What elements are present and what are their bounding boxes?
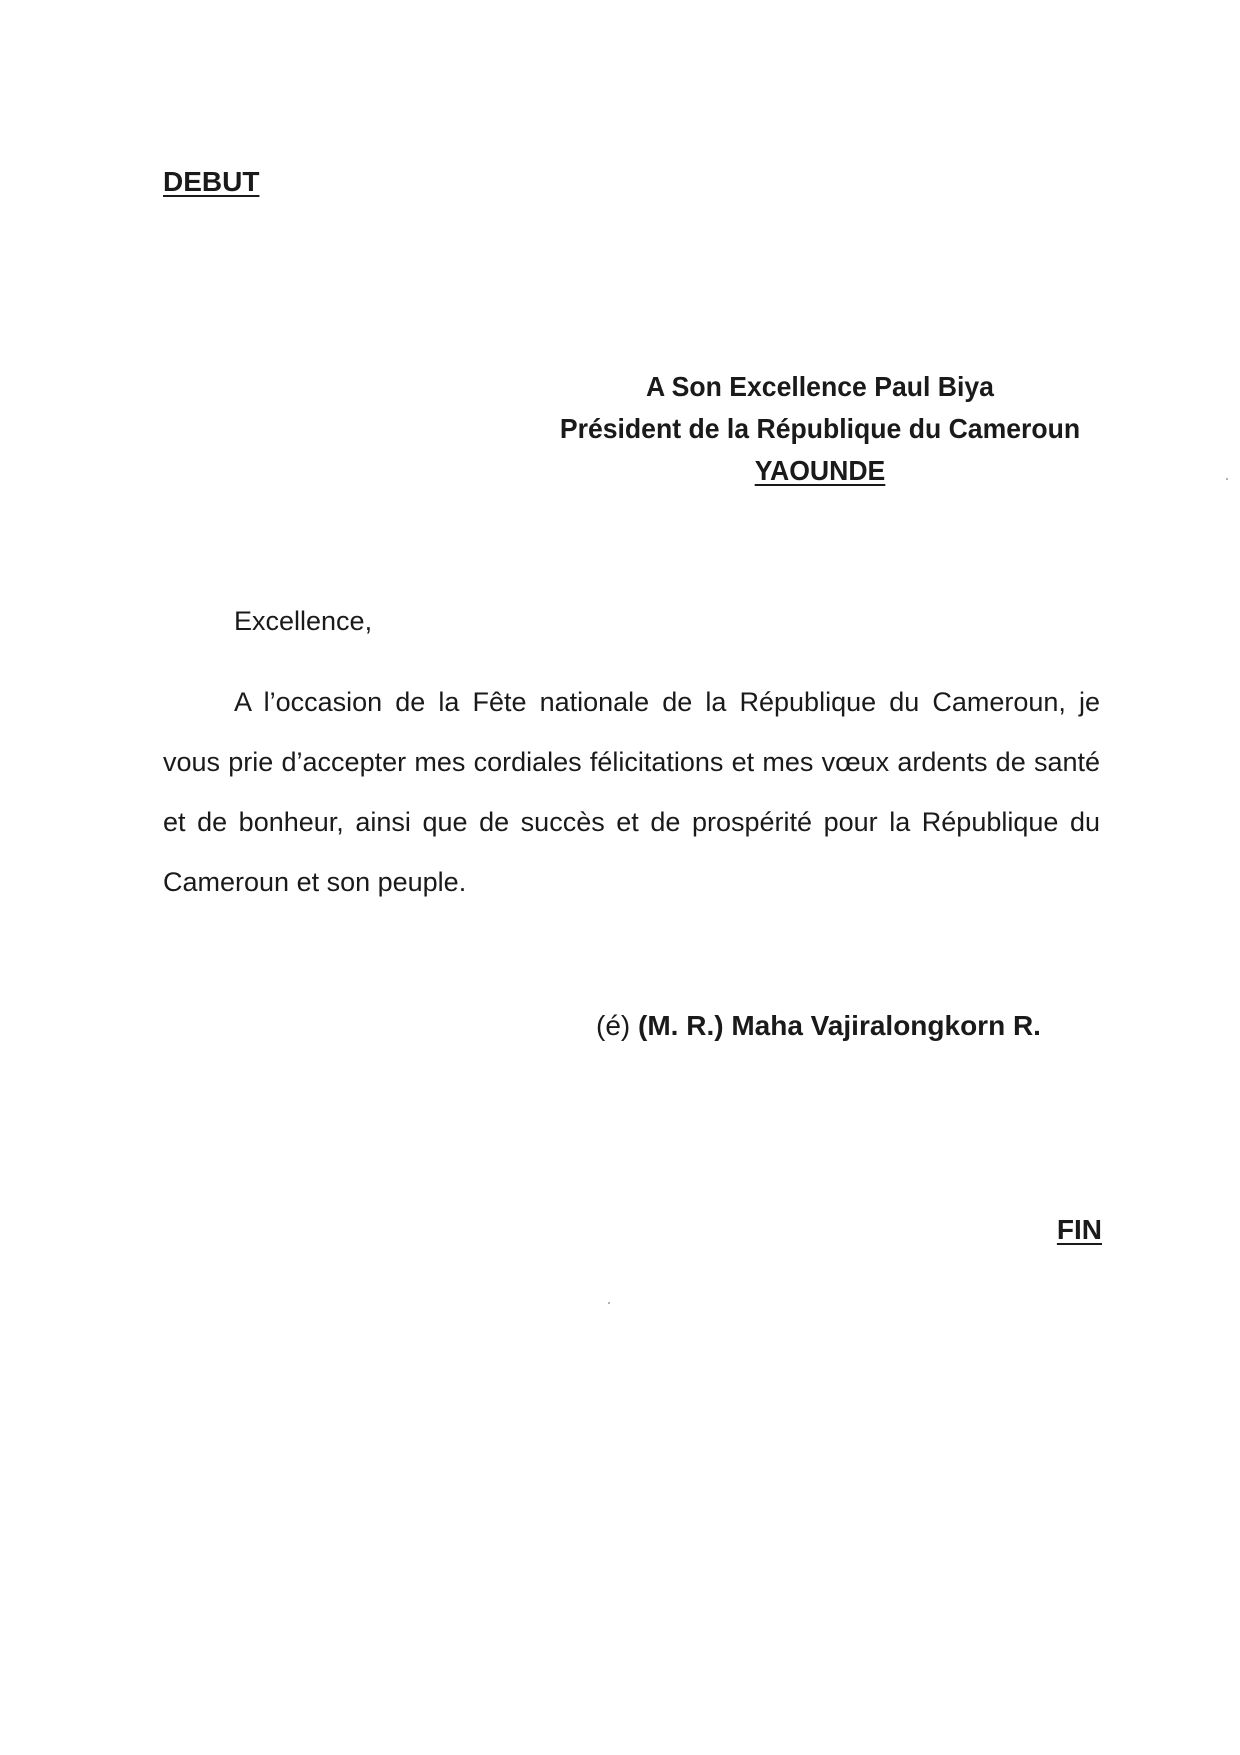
addressee-block <box>516 366 1124 492</box>
end-marker: FIN <box>1056 1214 1102 1245</box>
addressee-city: YAOUNDE <box>754 455 886 486</box>
signature <box>596 1010 1041 1042</box>
body-paragraph: A l’occasion de la Fête nationale de la République du Cameroun, je vous prie d’accepter mes cordiales félicitations et mes vœux ardents de santé et de bonheur, ainsi que de succès et de prospérité pour la République du Cameroun et son peuple. <box>163 687 1100 897</box>
signature-prefix: (é) <box>596 1010 631 1041</box>
signature-name: (M. R.) Maha Vajiralongkorn R. <box>638 1010 1041 1041</box>
addressee-name: A Son Excellence Paul Biya <box>646 371 994 402</box>
scan-speck <box>1226 478 1228 480</box>
salutation: Excellence, <box>234 606 373 636</box>
addressee-title: Président de la République du Cameroun <box>559 413 1081 444</box>
scan-speck <box>608 1302 610 1304</box>
start-marker: DEBUT <box>163 166 260 197</box>
